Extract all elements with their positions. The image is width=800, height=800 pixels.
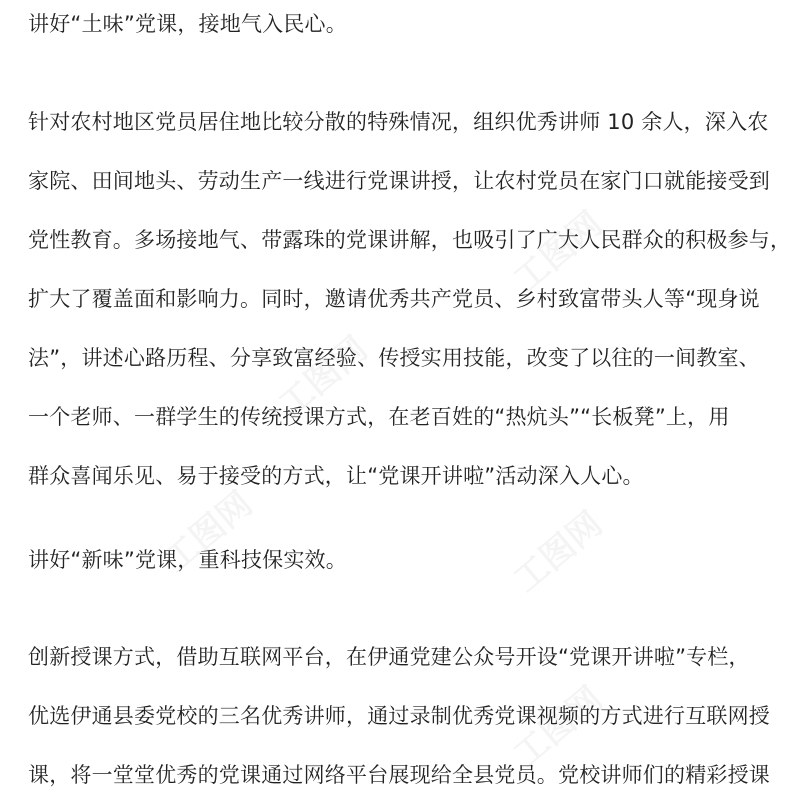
- paragraph-line: 群众喜闻乐见、易于接受的方式，让“党课开讲啦”活动深入人心。: [28, 464, 644, 488]
- paragraph-line: 创新授课方式，借助互联网平台，在伊通党建公众号开设“党课开讲啦”专栏，: [28, 645, 750, 669]
- paragraph-line: 优选伊通县委党校的三名优秀讲师，通过录制优秀党课视频的方式进行互联网授: [28, 704, 770, 728]
- paragraph-line: 家院、田间地头、劳动生产一线进行党课讲授，让农村党员在家门口就能接受到: [28, 169, 770, 193]
- watermark: [501, 498, 611, 601]
- paragraph-line: 党性教育。多场接地气、带露珠的党课讲解，也吸引了广大人民群众的积极参与，: [28, 228, 792, 252]
- paragraph-line: 课，将一堂堂优秀的党课通过网络平台展现给全县党员。党校讲师们的精彩授课: [28, 763, 770, 787]
- paragraph-line: 一个老师、一群学生的传统授课方式，在老百姓的“热炕头”“长板凳”上，用: [28, 405, 730, 429]
- paragraph-line: 法”，讲述心路历程、分享致富经验、传授实用技能，改变了以往的一间教室、: [28, 346, 760, 370]
- section-heading-xinwei: 讲好“新味”党课，重科技保实效。: [28, 548, 347, 572]
- section-heading-tuwei: 讲好“土味”党课，接地气入民心。: [28, 12, 347, 36]
- paragraph-line: 针对农村地区党员居住地比较分散的特殊情况，组织优秀讲师 10 余人，深入农: [28, 110, 769, 134]
- paragraph-line: 扩大了覆盖面和影响力。同时，邀请优秀共产党员、乡村致富带头人等“现身说: [28, 287, 760, 311]
